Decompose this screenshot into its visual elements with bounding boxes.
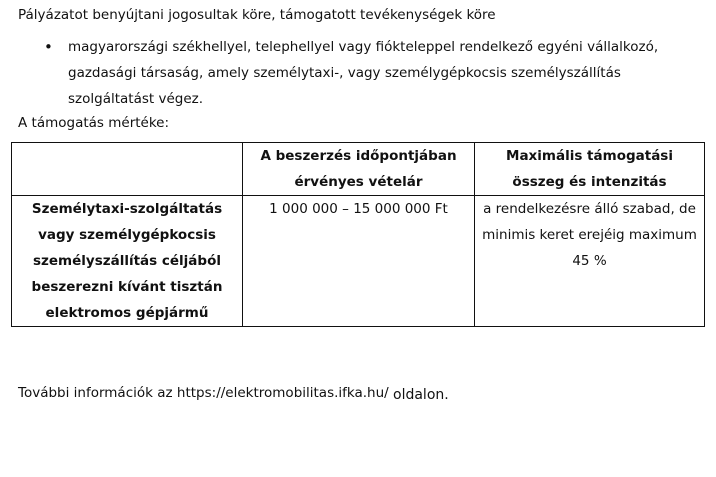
bullet-icon: • — [44, 38, 53, 56]
eligibility-list-item — [44, 34, 704, 112]
footer-text: További információk az https://elektromobilitas.ifka.hu/ — [18, 385, 389, 401]
table-cell-support-intensity: a rendelkezésre álló szabad, de minimis keret erejéig maximum 45 % — [475, 196, 705, 327]
footer-tail-text: oldalon. — [393, 387, 449, 403]
table-header-max-support: Maximális támogatási összeg és intenzitás — [475, 143, 705, 196]
footer-info — [18, 385, 449, 401]
table-cell-price-range: 1 000 000 – 15 000 000 Ft — [243, 196, 475, 327]
eligibility-text: magyarországi székhellyel, telephellyel vagy fiókteleppel rendelkező egyéni vállalkozó, gazdasági társaság, amely személytaxi-, vagy személygépkocsis személyszállítás szolgáltatást végez. — [68, 39, 659, 107]
support-amount-label: A támogatás mértéke: — [18, 115, 170, 131]
table-row — [12, 196, 705, 327]
table-header-price: A beszerzés időpontjában érvényes vételár — [243, 143, 475, 196]
table-cell-vehicle-type: Személytaxi-szolgáltatás vagy személygépkocsis személyszállítás céljából beszerezni kívánt tisztán elektromos gépjármű — [12, 196, 243, 327]
support-table — [11, 142, 705, 327]
table-header-row — [12, 143, 705, 196]
intro-heading: Pályázatot benyújtani jogosultak köre, támogatott tevékenységek köre — [18, 7, 496, 23]
table-header-empty — [12, 143, 243, 196]
